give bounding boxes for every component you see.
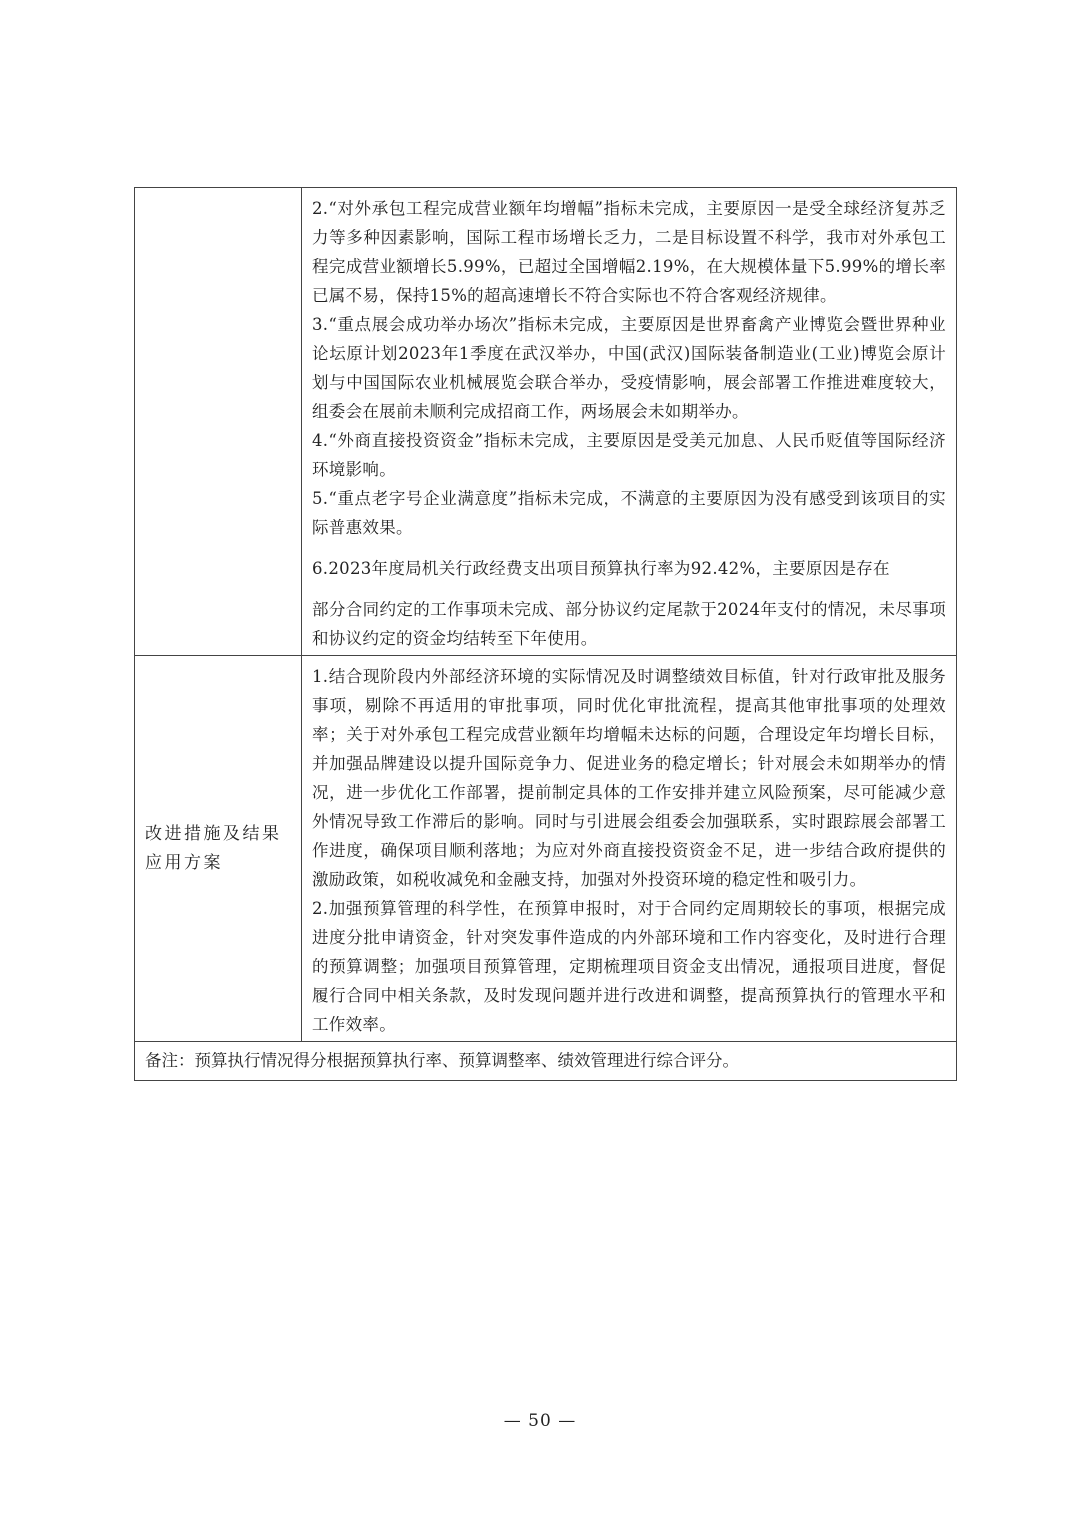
improvement-item: 2.加强预算管理的科学性，在预算申报时，对于合同约定周期较长的事项，根据完成进度分批申请资金，针对突发事件造成的内外部环境和工作内容变化，及时进行合理的预算调整；加强项目预算管理，定期梳理项目资金支出情况，通报项目进度，督促履行合同中相关条款，及时发现问题并进行改进和调整，提高预算执行的管理水平和工作效率。 <box>312 899 946 1034</box>
reasons-row <box>135 188 957 656</box>
page-number: — 50 — <box>503 1411 577 1431</box>
reason-item: 6.2023年度局机关行政经费支出项目预算执行率为92.42%，主要原因是存在 <box>312 559 890 578</box>
improvement-item: 1.结合现阶段内外部经济环境的实际情况及时调整绩效目标值，针对行政审批及服务事项，剔除不再适用的审批事项，同时优化审批流程，提高其他审批事项的处理效率；关于对外承包工程完成营业额年均增幅未达标的问题，合理设定年均增长目标，并加强品牌建设以提升国际竞争力、促进业务的稳定增长；针对展会未如期举办的情况，进一步优化工作部署，提前制定具体的工作安排并建立风险预案，尽可能减少意外情况导致工作滞后的影响。同时与引进展会组委会加强联系，实时跟踪展会部署工作进度，确保项目顺利落地；为应对外商直接投资资金不足，进一步结合政府提供的激励政策，如税收减免和金融支持，加强对外投资环境的稳定性和吸引力。 <box>312 667 946 889</box>
reasons-content-cell <box>302 188 957 656</box>
evaluation-table <box>134 187 957 1081</box>
note-text: 备注：预算执行情况得分根据预算执行率、预算调整率、绩效管理进行综合评分。 <box>135 1042 957 1081</box>
improvement-content-cell <box>302 656 957 1042</box>
improvement-row <box>135 656 957 1042</box>
reason-item: 4.“外商直接投资资金”指标未完成，主要原因是受美元加息、人民币贬值等国际经济环境影响。 <box>312 431 946 479</box>
reason-item: 部分合同约定的工作事项未完成、部分协议约定尾款于2024年支付的情况，未尽事项和协议约定的资金均结转至下年使用。 <box>312 600 946 648</box>
reasons-label-cell <box>135 188 302 656</box>
note-row <box>135 1042 957 1081</box>
reason-item: 3.“重点展会成功举办场次”指标未完成，主要原因是世界畜禽产业博览会暨世界种业论坛原计划2023年1季度在武汉举办，中国(武汉)国际装备制造业(工业)博览会原计划与中国国际农业机械展览会联合举办，受疫情影响，展会部署工作推进难度较大，组委会在展前未顺利完成招商工作，两场展会未如期举办。 <box>312 315 946 421</box>
reason-item: 5.“重点老字号企业满意度”指标未完成，不满意的主要原因为没有感受到该项目的实际普惠效果。 <box>312 489 946 537</box>
reason-item: 2.“对外承包工程完成营业额年均增幅”指标未完成，主要原因一是受全球经济复苏乏力等多种因素影响，国际工程市场增长乏力，二是目标设置不科学，我市对外承包工程完成营业额增长5.99%，已超过全国增幅2.19%，在大规模体量下5.99%的增长率已属不易，保持15%的超高速增长不符合实际也不符合客观经济规律。 <box>312 199 946 305</box>
improvement-label: 改进措施及结果应用方案 <box>135 656 302 1042</box>
